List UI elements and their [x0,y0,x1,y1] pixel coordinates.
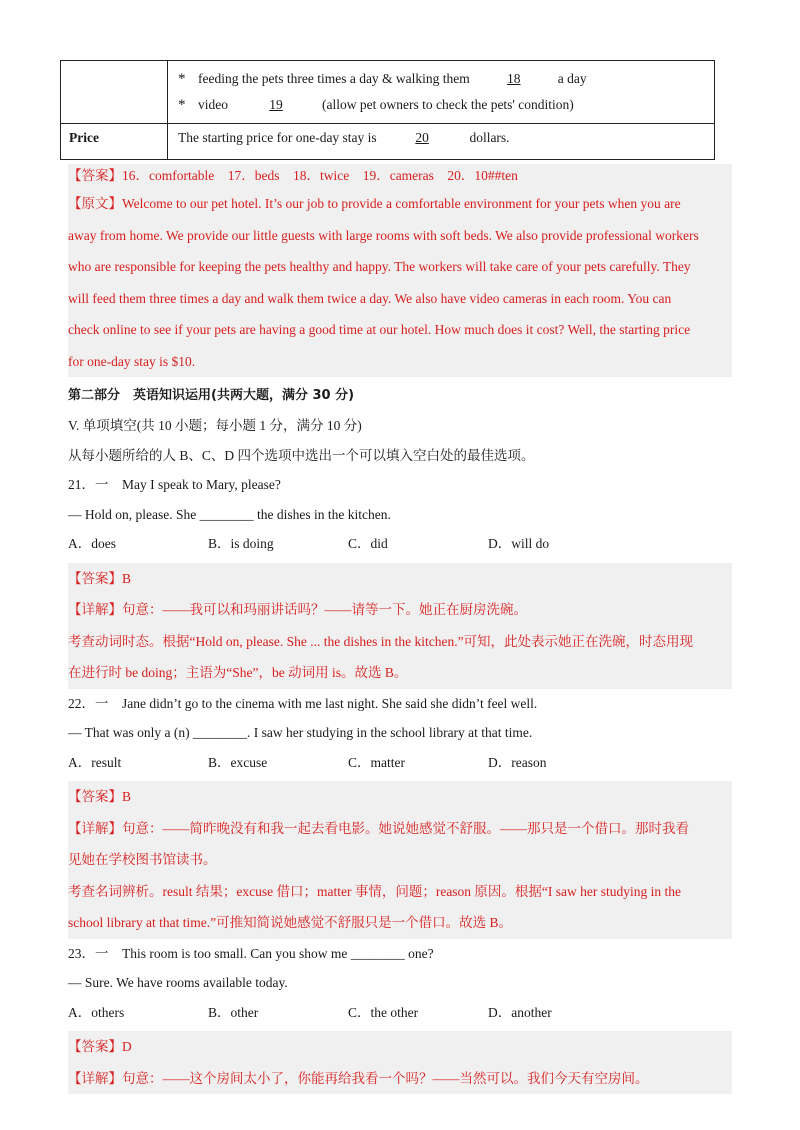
info-table [60,60,715,160]
price-cell: The starting price for one-day stay is 20 dollars. [168,124,715,160]
q21-detail-1: 【详解】句意：——我可以和玛丽讲话吗？——请等一下。她正在厨房洗碗。 [68,602,527,617]
q22-option-d: D．reason [488,754,547,770]
q22-options [68,748,732,778]
q21-line2: — Hold on, please. She ________ the dishes in the kitchen. [68,506,391,522]
original-line-3: who are responsible for keeping the pets healthy and happy. The workers will take care of your pets carefully. They [68,259,691,274]
q21-detail-2: 考查动词时态。根据“Hold on, please. She ... the dishes in the kitchen.”可知，此处表示她正在洗碗，时态用现 [68,633,694,649]
q22-option-b: B．excuse [208,754,268,770]
q22-detail-3: 考查名词辨析。result 结果；excuse 借口；matter 事情，问题；reason 原因。根据“I saw her studying in the [68,883,682,899]
original-line-2: away from home. We provide our little guests with large rooms with soft beds. We also provide professional workers [68,227,699,243]
q23-answer: 【答案】D [68,1039,132,1054]
q21-option-d: D．will do [488,536,550,551]
question-23 [68,939,732,998]
bullet-video: * video 19 (allow pet owners to check the pets' condition) [178,96,574,113]
q22-option-c: C．matter [348,754,405,770]
document-page [68,60,732,1094]
star-icon: * [178,96,186,113]
original-line-5: check online to see if your pets are having a good time at our hotel. How much does it cost? Well, the starting price [68,322,691,337]
q23-line1: 23．一 This room is too small. Can you show me ________ one? [68,945,434,961]
question-21 [68,470,732,529]
empty-label-cell [61,61,168,124]
services-cell [168,61,715,124]
star-icon: * [178,70,186,87]
q23-detail-1: 【详解】句意：——这个房间太小了，你能再给我看一个吗？——当然可以。我们今天有空房间。 [68,1070,649,1086]
q22-line2: — That was only a (n) ________. I saw her studying in the school library at that time. [68,725,533,740]
price-label: Price [61,124,168,160]
q23-answer-block [68,1031,732,1094]
q23-option-a: A．others [68,1004,125,1020]
q21-answer: 【答案】B [68,570,132,586]
q23-options [68,998,732,1028]
blank-19: 19 [269,97,283,112]
question-22 [68,689,732,748]
answer-line: 【答案】16．comfortable 17．beds 18．twice 19．cameras 20．10##ten [68,168,518,183]
part2-subtitle: V. 单项填空(共 10 小题；每小题 1 分，满分 10 分) [68,418,362,433]
original-line-1: 【原文】Welcome to our pet hotel. It’s our job to provide a comfortable environment for your pets when you are [68,196,681,211]
q21-detail-3: 在进行时 be doing；主语为“She”，be 动词用 is。故选 B。 [68,665,408,680]
q21-option-b: B．is doing [208,536,274,551]
q21-options [68,529,732,559]
part2-title: 第二部分 英语知识运用(共两大题，满分 30 分) [68,388,355,403]
bullet-feeding: * feeding the pets three times a day & walking them 18 a day [178,70,587,87]
q22-detail-2: 见她在学校图书馆读书。 [68,852,217,867]
q23-option-b: B．other [208,1004,259,1020]
q21-option-a: A．does [68,536,116,551]
q22-line1: 22．一 Jane didn’t go to the cinema with me last night. She said she didn’t feel well. [68,695,538,711]
q22-option-a: A．result [68,754,122,770]
q22-answer-block [68,781,732,939]
blank-20: 20 [415,130,429,145]
q21-answer-block [68,563,732,689]
q23-option-d: D．another [488,1004,552,1020]
q21-option-c: C．did [348,536,388,551]
q21-line1: 21．一 May I speak to Mary, please? [68,477,281,492]
q22-detail-4: school library at that time.”可推知简说她感觉不舒服只是一个借口。故选 B。 [68,915,512,930]
q23-option-c: C．the other [348,1004,419,1020]
blank-18: 18 [507,71,521,86]
q22-answer: 【答案】B [68,789,132,804]
part2-intro [68,411,732,470]
q23-line2: — Sure. We have rooms available today. [68,975,288,990]
part2-instruction: 从每小题所给的人 B、C、D 四个选项中选出一个可以填入空白处的最佳选项。 [68,447,535,463]
q22-detail-1: 【详解】句意：——简昨晚没有和我一起去看电影。她说她感觉不舒服。——那只是一个借口。那时我看 [68,820,689,836]
answer-block-16-20 [68,164,732,377]
original-line-6: for one-day stay is $10. [68,353,196,369]
original-line-4: will feed them three times a day and walk them twice a day. We also have video cameras in each room. You can [68,290,672,306]
